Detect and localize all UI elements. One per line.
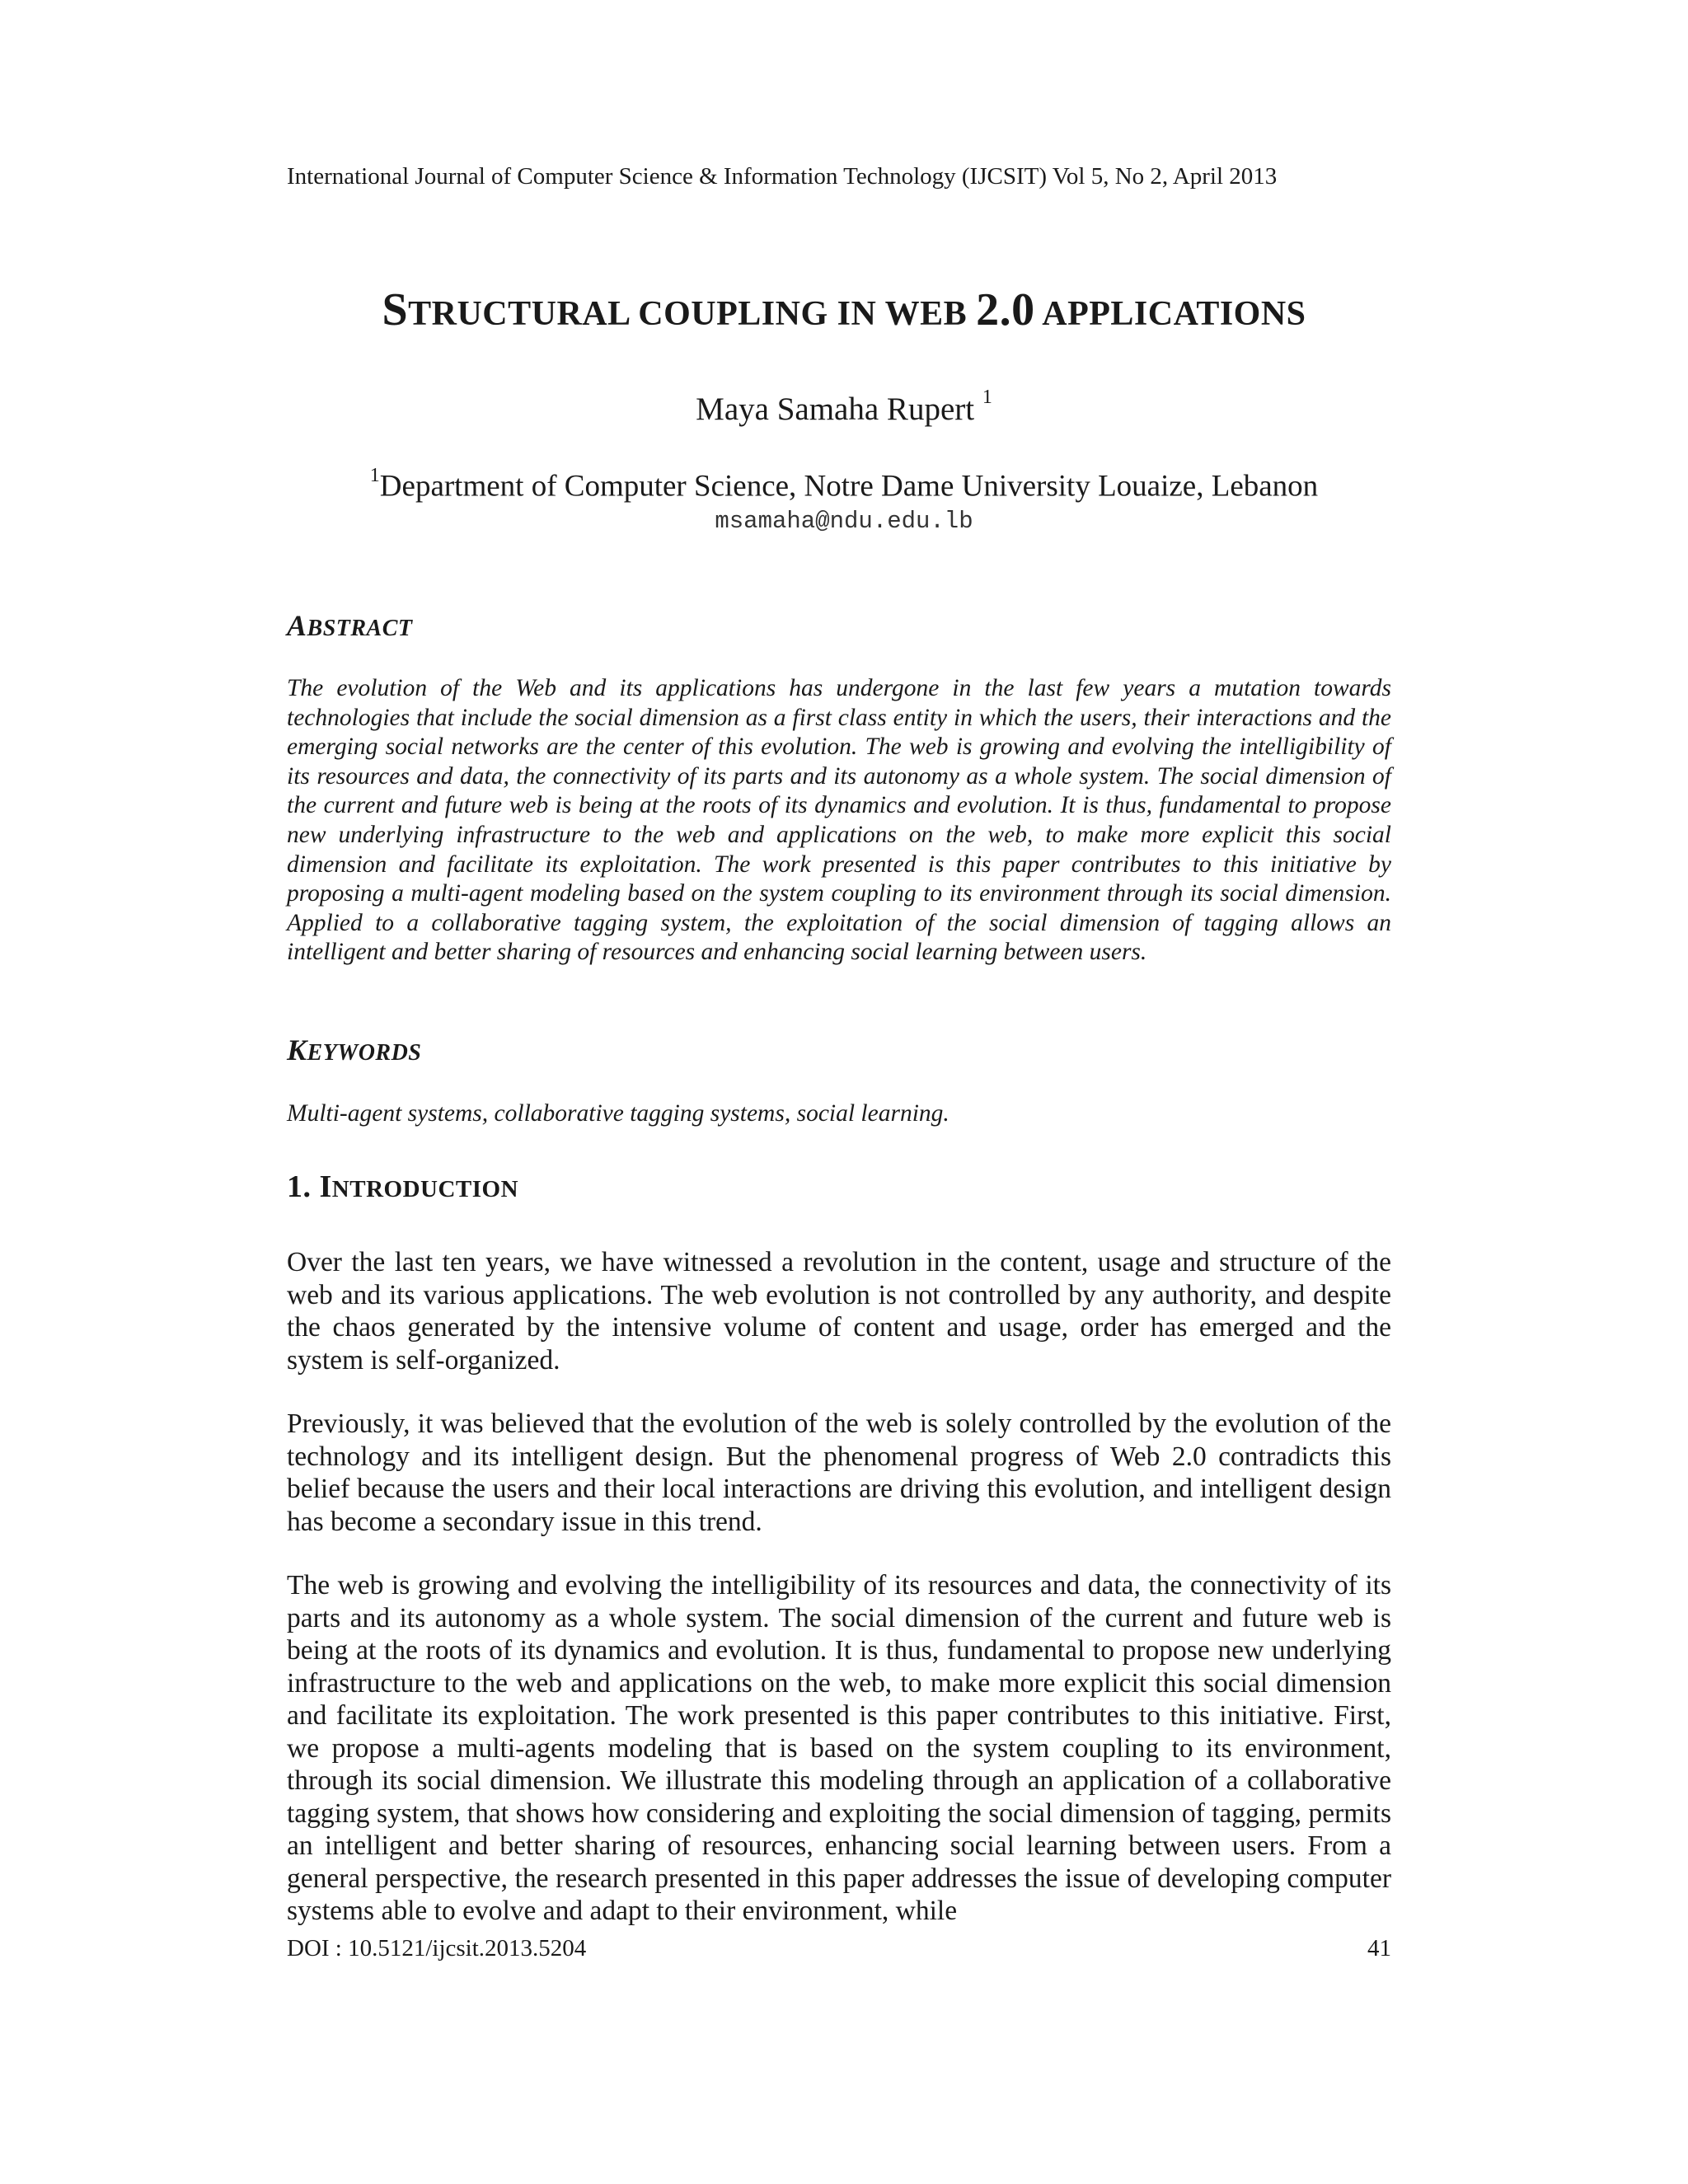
keywords-heading-rest: EYWORDS bbox=[307, 1040, 422, 1066]
abstract-heading-initial: A bbox=[287, 609, 307, 642]
footer-page-number: 41 bbox=[1367, 1935, 1391, 1961]
abstract-heading-rest: BSTRACT bbox=[307, 616, 413, 641]
affiliation-marker: 1 bbox=[369, 465, 380, 486]
footer-doi: DOI : 10.5121/ijcsit.2013.5204 bbox=[287, 1935, 587, 1961]
section-heading-introduction bbox=[287, 1169, 518, 1205]
abstract-text: The evolution of the Web and its applications has undergone in the last few years a mutation towards technologies that include the social dimension as a first class entity in which the users, their interactions and the emerging social networks are the center of this evolution. The web is growing and evolving the intelligibility of its resources and data, the connectivity of its parts and its autonomy as a whole system. The social dimension of the current and future web is being at the roots of its dynamics and evolution. It is thus, fundamental to propose new underlying infrastructure to the web and applications on the web, to make more explicit this social dimension and facilitate its exploitation. The work presented is this paper contributes to this initiative by proposing a multi-agent modeling based on the system coupling to its environment through its social dimension. Applied to a collaborative tagging system, the exploitation of the social dimension of tagging allows an intelligent and better sharing of resources and enhancing social learning between users. bbox=[287, 675, 1391, 966]
intro-paragraph-1: Over the last ten years, we have witnessed a revolution in the content, usage and structure of the web and its various applications. The web evolution is not controlled by any authority, and despite the chaos generated by the intensive volume of content and usage, order has emerged and the system is self-organized. bbox=[287, 1247, 1391, 1376]
running-header: International Journal of Computer Science & Information Technology (IJCSIT) Vol 5, No 2, April 2013 bbox=[287, 163, 1278, 190]
title-text: TRUCTURAL COUPLING IN WEB bbox=[408, 295, 977, 333]
intro-paragraph-2: Previously, it was believed that the evolution of the web is solely controlled by the evolution of the technology and its intelligent design. But the phenomenal progress of Web 2.0 contradicts this belief because the users and their local interactions are driving this evolution, and intelligent design has become a secondary issue in this trend. bbox=[287, 1408, 1391, 1537]
affiliation-text: Department of Computer Science, Notre Dame University Louaize, Lebanon bbox=[379, 469, 1319, 504]
intro-paragraph-3: The web is growing and evolving the intelligibility of its resources and data, the connectivity of its parts and its autonomy as a whole system. The social dimension of the current and future web is being at the roots of its dynamics and evolution. It is thus, fundamental to propose new underlying infrastructure to the web and applications on the web, to make more explicit this social dimension and facilitate its exploitation. The work presented is this paper contributes to this initiative. First, we propose a multi-agents modeling that is based on the system coupling to its environment, through its social dimension. We illustrate this modeling through an application of a collaborative tagging system, that shows how considering and exploiting the social dimension of tagging, permits an intelligent and better sharing of resources, enhancing social learning between users. From a general perspective, the research presented in this paper addresses the issue of developing computer systems able to evolve and adapt to their environment, while bbox=[287, 1570, 1391, 1926]
author-email: msamaha@ndu.edu.lb bbox=[715, 508, 973, 535]
keywords-heading-initial: K bbox=[287, 1033, 307, 1066]
title-tail: APPLICATIONS bbox=[1034, 295, 1306, 333]
keywords-heading bbox=[287, 1033, 421, 1067]
section-heading-number: 1. I bbox=[287, 1169, 332, 1204]
paper-title bbox=[0, 284, 1688, 336]
author-affiliation-marker: 1 bbox=[982, 387, 992, 408]
affiliation-line bbox=[0, 465, 1688, 504]
author-name: Maya Samaha Rupert bbox=[696, 391, 975, 427]
title-version: 2.0 bbox=[976, 284, 1035, 335]
abstract-heading bbox=[287, 608, 413, 643]
author-line bbox=[0, 387, 1688, 428]
title-initial: S bbox=[382, 284, 409, 335]
section-heading-rest: NTRODUCTION bbox=[331, 1176, 519, 1202]
keywords-text: Multi-agent systems, collaborative tagging systems, social learning. bbox=[287, 1100, 950, 1127]
